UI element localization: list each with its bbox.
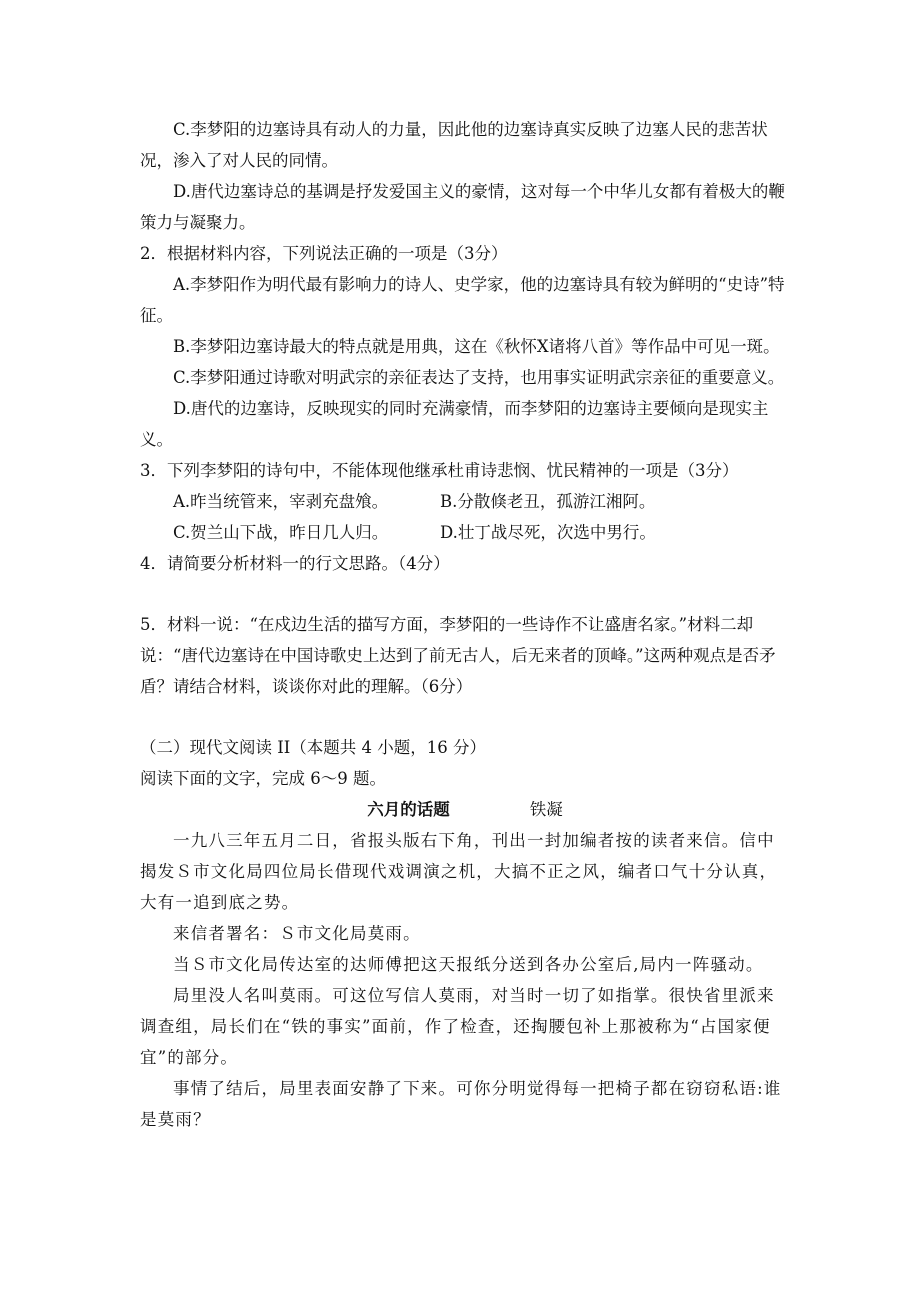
q3-option-b: B.分散倏老丑，孤游江湘阿。 (440, 492, 656, 511)
story-title: 六月的话题 (367, 800, 450, 819)
q5-question: 5．材料一说：“在戍边生活的描写方面，李梦阳的一些诗作不让盛唐名家。”材料二却说：“唐代边塞诗在中国诗歌史上达到了前无古人，后无来者的顶峰。”这两种观点是否矛盾？请结合材料，谈谈你对此的理解。（6分） (140, 615, 776, 696)
q3-option-a: A.昨当统管来，宰剥充盘飧。 (173, 492, 389, 511)
q4-question: 4．请简要分析材料一的行文思路。（4分） (140, 554, 450, 573)
q2-option-b: B.李梦阳边塞诗最大的特点就是用典，这在《秋怀Ⅹ诸将八首》等作品中可见一斑。 (173, 337, 780, 356)
q3-options-row-2 (140, 517, 790, 548)
q2-option-a: A.李梦阳作为明代最有影响力的诗人、史学家，他的边塞诗具有较为鲜明的“史诗”特征。 (140, 275, 785, 325)
q3-stem: 3．下列李梦阳的诗句中，不能体现他继承杜甫诗悲悯、忧民精神的一项是（3分） (140, 461, 739, 480)
q2-stem: 2．根据材料内容，下列说法正确的一项是（3分） (140, 244, 508, 263)
q2-option-d: D.唐代的边塞诗，反映现实的同时充满豪情，而李梦阳的边塞诗主要倾向是现实主义。 (140, 399, 769, 449)
story-paragraph-2: 来信者署名：Ｓ市文化局莫雨。 (173, 924, 421, 943)
story-paragraph-1: 一九八三年五月二日，省报头版右下角，刊出一封加编者按的读者来信。信中揭发Ｓ市文化局四位局长借现代戏调演之机，大搞不正之风，编者口气十分认真，大有一追到底之势。 (140, 831, 778, 912)
story-paragraph-5: 事情了结后，局里表面安静了下来。可你分明觉得每一把椅子都在窃窃私语:谁是莫雨？ (140, 1079, 782, 1129)
story-title-row (140, 794, 790, 825)
story-paragraph-3: 当Ｓ市文化局传达室的达师傅把这天报纸分送到各办公室后,局内一阵骚动。 (173, 955, 764, 974)
q2-option-c: C.李梦阳通过诗歌对明武宗的亲征表达了支持，也用事实证明武宗亲征的重要意义。 (173, 368, 785, 387)
story-paragraph-4: 局里没人名叫莫雨。可这位写信人莫雨，对当时一切了如指掌。很快省里派来调查组，局长们在“铁的事实”面前，作了检查，还掏腰包补上那被称为“占国家便宜”的部分。 (140, 986, 775, 1067)
q1-option-c: C.李梦阳的边塞诗具有动人的力量，因此他的边塞诗真实反映了边塞人民的悲苦状况，渗入了对人民的同情。 (140, 120, 768, 170)
q3-options-row-1 (140, 486, 790, 517)
story-author: 铁凝 (529, 800, 563, 819)
q3-option-d: D.壮丁战尽死，次选中男行。 (440, 523, 656, 542)
q1-option-d: D.唐代边塞诗总的基调是抒发爱国主义的豪情，这对每一个中华儿女都有着极大的鞭策力与凝聚力。 (140, 182, 785, 232)
section2-instruction: 阅读下面的文字，完成 6～9 题。 (140, 769, 386, 788)
exam-page (140, 114, 790, 1135)
q3-option-c: C.贺兰山下战，昨日几人归。 (173, 523, 389, 542)
section2-heading: （二）现代文阅读 II（本题共 4 小题，16 分） (140, 738, 487, 757)
